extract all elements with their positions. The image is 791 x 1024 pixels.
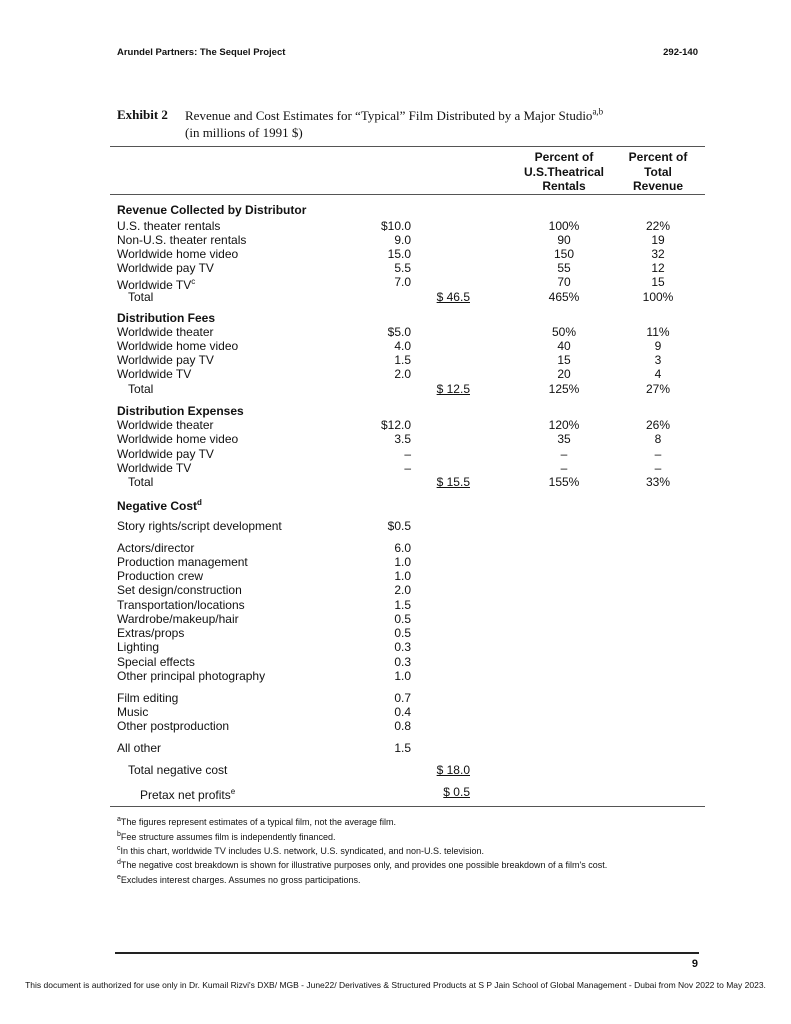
table-row xyxy=(0,669,791,683)
row-label: U.S. theater rentals xyxy=(117,219,221,233)
row-label: Worldwide pay TV xyxy=(117,353,214,367)
section-heading: Negative Cost$^d$ xyxy=(117,498,202,513)
column-header-line: Rentals xyxy=(542,179,586,193)
footnote-mark: e xyxy=(117,874,121,881)
table-row xyxy=(0,461,791,475)
table-row xyxy=(0,219,791,233)
footnote-mark: e xyxy=(230,787,236,796)
page-bottom-rule xyxy=(115,952,699,954)
table-row xyxy=(0,519,791,533)
pct-us-rentals-value: 15 xyxy=(557,353,571,367)
table-row xyxy=(0,261,791,275)
amount-value: $0.5 xyxy=(387,519,411,533)
footnote-b xyxy=(117,832,336,842)
pct-us-rentals-value: 125% xyxy=(548,382,580,396)
section-heading-row xyxy=(0,496,791,513)
footnote-text: The negative cost breakdown is shown for illustrative purposes only, and provides one possible breakdown of a film's cost. xyxy=(120,860,608,870)
pct-us-rentals-value: 90 xyxy=(557,233,571,247)
amount-value: 4.0 xyxy=(394,339,411,353)
document-header-title: Arundel Partners: The Sequel Project xyxy=(117,47,286,58)
row-label: Lighting xyxy=(117,640,160,654)
amount-value: 1.0 xyxy=(394,669,411,683)
table-row xyxy=(0,612,791,626)
exhibit-label: Exhibit 2 xyxy=(117,107,168,122)
row-label: Worldwide theater xyxy=(117,418,214,432)
amount-value: 6.0 xyxy=(394,541,411,555)
table-row xyxy=(0,382,791,396)
amount-value: 1.5 xyxy=(394,741,411,755)
footnote-c xyxy=(117,846,484,856)
section-heading-row xyxy=(0,203,791,217)
footnote-mark: d xyxy=(197,498,202,507)
pct-total-revenue-value: – xyxy=(654,461,662,475)
pct-us-rentals-value: 155% xyxy=(548,475,580,489)
section-heading: Distribution Expenses xyxy=(117,404,244,418)
row-label: Total xyxy=(128,290,154,304)
amount-value: 0.7 xyxy=(394,691,411,705)
row-label: Total negative cost xyxy=(128,763,228,777)
pct-total-revenue-value: 4 xyxy=(654,367,662,381)
amount-value: 3.5 xyxy=(394,432,411,446)
pct-total-revenue-value: 100% xyxy=(642,290,674,304)
row-label: Other postproduction xyxy=(117,719,230,733)
table-row xyxy=(0,233,791,247)
column-header-line: Revenue xyxy=(632,179,684,193)
pct-total-revenue-value: 12 xyxy=(651,261,665,275)
amount-value: 1.0 xyxy=(394,555,411,569)
table-row xyxy=(0,432,791,446)
amount-value: $5.0 xyxy=(387,325,411,339)
subtotal-value: $ 0.5 xyxy=(443,785,470,799)
table-row xyxy=(0,275,791,292)
pct-total-revenue-value: 32 xyxy=(651,247,665,261)
table-row xyxy=(0,705,791,719)
column-header-line: Percent of xyxy=(628,150,688,164)
authorization-disclaimer: This document is authorized for use only in Dr. Kumail Rizvi's DXB/ MGB - June22/ Derivatives & Structured Products at S P Jain School of Global Management - Dubai from Nov 2022 to May 2023. xyxy=(25,980,766,990)
pct-us-rentals-value: 100% xyxy=(548,219,580,233)
table-row xyxy=(0,475,791,489)
pct-us-rentals-value: – xyxy=(560,447,568,461)
pct-total-revenue-value: 9 xyxy=(654,339,662,353)
table-row xyxy=(0,785,791,802)
exhibit-title-footnote-mark: a,b xyxy=(592,106,604,117)
pct-total-revenue-value: 33% xyxy=(645,475,671,489)
row-label: Music xyxy=(117,705,149,719)
exhibit-title xyxy=(185,107,603,141)
footnote-text: In this chart, worldwide TV includes U.S. network, U.S. syndicated, and non-U.S. television. xyxy=(120,846,485,856)
row-label: Non-U.S. theater rentals xyxy=(117,233,247,247)
amount-value: 1.0 xyxy=(394,569,411,583)
pct-us-rentals-value: 20 xyxy=(557,367,571,381)
row-label: Film editing xyxy=(117,691,179,705)
amount-value: 5.5 xyxy=(394,261,411,275)
table-row xyxy=(0,541,791,555)
pct-total-revenue-value: 15 xyxy=(651,275,665,289)
footnote-text: Excludes interest charges. Assumes no gross participations. xyxy=(120,875,361,885)
table-row xyxy=(0,640,791,654)
row-label: Worldwide TV xyxy=(117,367,192,381)
row-label: Pretax net profits$^e$ xyxy=(140,787,236,802)
row-label: Total xyxy=(128,382,154,396)
row-label: Worldwide $TV^c$ xyxy=(117,277,196,292)
row-label: Actors/director xyxy=(117,541,195,555)
subtotal-value: $ 18.0 xyxy=(436,763,470,777)
footnote-a xyxy=(117,817,396,827)
amount-value: 0.3 xyxy=(394,655,411,669)
amount-value: 0.5 xyxy=(394,626,411,640)
pct-total-revenue-value: 8 xyxy=(654,432,662,446)
table-row xyxy=(0,325,791,339)
pct-us-rentals-value: 465% xyxy=(548,290,580,304)
row-label: Worldwide home video xyxy=(117,339,239,353)
row-label: Special effects xyxy=(117,655,195,669)
section-heading-row xyxy=(0,404,791,418)
row-label: Worldwide home video xyxy=(117,432,239,446)
table-bottom-rule xyxy=(110,806,705,807)
pct-us-rentals-value: 55 xyxy=(557,261,571,275)
table-row xyxy=(0,367,791,381)
subtotal-value: $ 15.5 xyxy=(436,475,470,489)
row-label: Story rights/script development xyxy=(117,519,282,533)
table-row xyxy=(0,655,791,669)
pct-us-rentals-value: 35 xyxy=(557,432,571,446)
row-label: Total xyxy=(128,475,154,489)
footnote-e xyxy=(117,875,361,885)
column-header-line: Total xyxy=(644,164,672,179)
table-row xyxy=(0,418,791,432)
row-label: Extras/props xyxy=(117,626,185,640)
header-bottom-rule xyxy=(110,194,705,195)
table-top-rule xyxy=(110,146,705,147)
footnote-mark: d xyxy=(117,859,121,866)
amount-value: 0.5 xyxy=(394,612,411,626)
table-row xyxy=(0,290,791,304)
exhibit-title-line1: Revenue and Cost Estimates for “Typical” Film Distributed by a Major Studio xyxy=(185,108,593,123)
table-row xyxy=(0,741,791,755)
row-label: Worldwide pay TV xyxy=(117,261,214,275)
amount-value: 7.0 xyxy=(394,275,411,289)
pct-total-revenue-value: 19 xyxy=(651,233,665,247)
table-row xyxy=(0,447,791,461)
pct-us-rentals-value: 40 xyxy=(557,339,571,353)
pct-total-revenue-value: 22% xyxy=(645,219,671,233)
amount-value: 0.3 xyxy=(394,640,411,654)
footnote-d xyxy=(117,860,607,870)
amount-value: 2.0 xyxy=(394,367,411,381)
amount-value: $12.0 xyxy=(380,418,411,432)
table-row xyxy=(0,598,791,612)
row-label: Other principal photography xyxy=(117,669,266,683)
amount-value: 9.0 xyxy=(394,233,411,247)
row-label: Transportation/locations xyxy=(117,598,245,612)
row-label: Production management xyxy=(117,555,248,569)
row-label: Wardrobe/makeup/hair xyxy=(117,612,239,626)
section-heading: Distribution Fees xyxy=(117,311,216,325)
column-header-line: Percent of xyxy=(534,150,594,164)
row-label: Worldwide pay TV xyxy=(117,447,214,461)
table-row xyxy=(0,583,791,597)
amount-value: 2.0 xyxy=(394,583,411,597)
amount-value: – xyxy=(404,447,411,461)
amount-value: – xyxy=(404,461,411,475)
pct-us-rentals-value: 70 xyxy=(557,275,571,289)
pct-total-revenue-value: 26% xyxy=(645,418,671,432)
section-heading-row xyxy=(0,311,791,325)
row-label: Worldwide home video xyxy=(117,247,239,261)
amount-value: $10.0 xyxy=(380,219,411,233)
exhibit-title-line2: (in millions of 1991 $) xyxy=(185,125,303,140)
row-label: Production crew xyxy=(117,569,204,583)
column-header-pct-us-rentals xyxy=(516,150,612,194)
pct-us-rentals-value: – xyxy=(560,461,568,475)
pct-total-revenue-value: 11% xyxy=(646,325,670,339)
table-row xyxy=(0,339,791,353)
table-row xyxy=(0,626,791,640)
amount-value: 15.0 xyxy=(387,247,411,261)
page-number: 9 xyxy=(691,958,698,970)
table-row xyxy=(0,353,791,367)
row-label: Worldwide TV xyxy=(117,461,192,475)
footnote-mark: c xyxy=(117,845,121,852)
pct-us-rentals-value: 150 xyxy=(553,247,575,261)
table-row xyxy=(0,719,791,733)
table-row xyxy=(0,569,791,583)
footnote-mark: a xyxy=(117,816,121,823)
column-header-pct-total-revenue xyxy=(620,150,696,194)
pct-us-rentals-value: 50% xyxy=(551,325,577,339)
table-row xyxy=(0,247,791,261)
pct-total-revenue-value: – xyxy=(654,447,662,461)
subtotal-value: $ 46.5 xyxy=(436,290,470,304)
section-heading: Revenue Collected by Distributor xyxy=(117,203,307,217)
pct-us-rentals-value: 120% xyxy=(548,418,580,432)
row-label: Worldwide theater xyxy=(117,325,214,339)
amount-value: 0.4 xyxy=(394,705,411,719)
pct-total-revenue-value: 27% xyxy=(645,382,671,396)
amount-value: 1.5 xyxy=(394,353,411,367)
pct-total-revenue-value: 3 xyxy=(654,353,662,367)
footnote-mark: b xyxy=(117,831,121,838)
amount-value: 1.5 xyxy=(394,598,411,612)
footnote-mark: c xyxy=(191,277,196,286)
row-label: All other xyxy=(117,741,162,755)
document-number: 292-140 xyxy=(663,47,698,58)
table-row xyxy=(0,763,791,777)
footnote-text: The figures represent estimates of a typical film, not the average film. xyxy=(120,817,397,827)
subtotal-value: $ 12.5 xyxy=(436,382,470,396)
column-header-line: U.S.Theatrical xyxy=(523,164,605,179)
footnote-text: Fee structure assumes film is independently financed. xyxy=(120,832,336,842)
table-row xyxy=(0,555,791,569)
table-row xyxy=(0,691,791,705)
amount-value: 0.8 xyxy=(394,719,411,733)
row-label: Set design/construction xyxy=(117,583,242,597)
